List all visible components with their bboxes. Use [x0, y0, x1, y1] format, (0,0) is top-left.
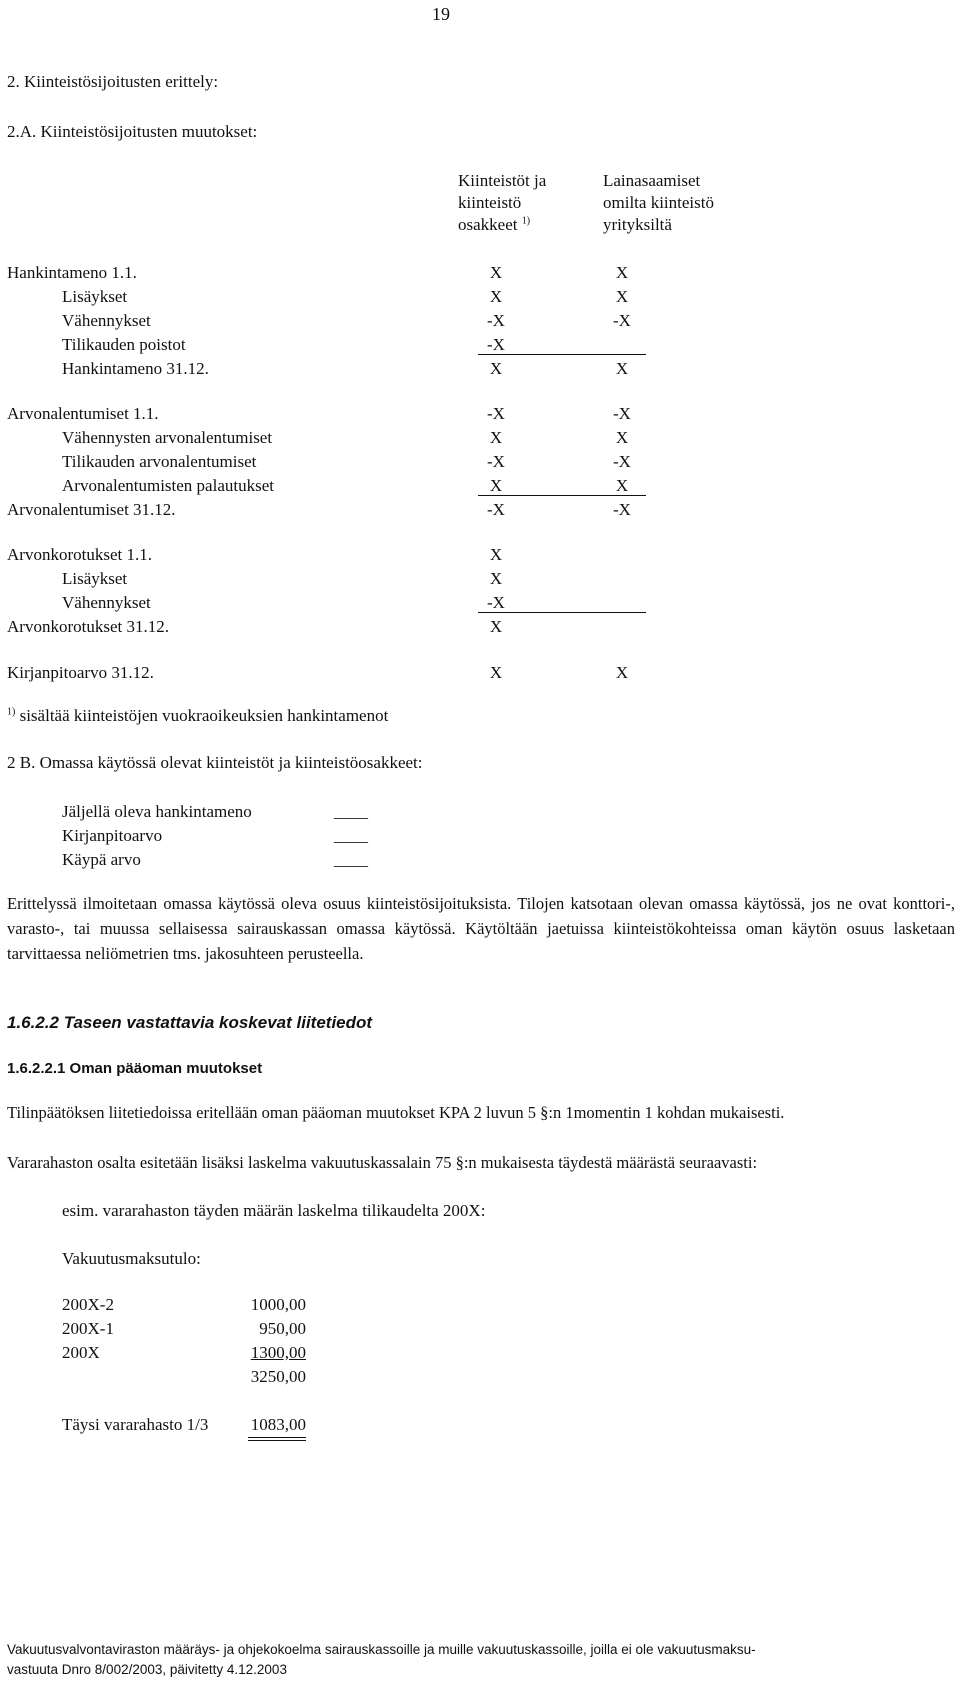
section-heading-16221: 1.6.2.2.1 Oman pääoman muutokset [7, 1060, 263, 1077]
table-row-label: Lisäykset [62, 569, 128, 588]
premium-year: 200X [62, 1343, 100, 1362]
col2-header-line3: yrityksiltä [603, 215, 672, 234]
footnote [7, 707, 388, 724]
table-cell-properties: X [489, 545, 503, 564]
footnote-mark: 1) [7, 706, 16, 718]
premium-value: 950,00 [259, 1319, 306, 1338]
subtotal-rule [478, 495, 646, 496]
table-cell-loans: -X [613, 500, 631, 519]
table-row-label: Arvonkorotukset 31.12. [7, 617, 169, 636]
premium-income-label: Vakuutusmaksutulo: [62, 1249, 201, 1268]
page-number: 19 [432, 4, 450, 24]
table-cell-properties: -X [487, 335, 505, 354]
col1-header-line2: kiinteistö [458, 193, 522, 212]
table-row-label: Hankintameno 31.12. [62, 359, 209, 378]
own-use-label: Kirjanpitoarvo [62, 826, 163, 845]
table-row-label: Lisäykset [62, 287, 128, 306]
table-row-label: Arvonalentumiset 31.12. [7, 500, 176, 519]
full-reserve-underline-2 [248, 1440, 306, 1441]
footer-line-2: vastuuta Dnro 8/002/2003, päivitetty 4.12.2003 [7, 1662, 287, 1677]
table-cell-properties: X [489, 569, 503, 588]
own-use-label: Käypä arvo [62, 850, 141, 869]
paragraph-equity-changes: Tilinpäätöksen liitetiedoissa eritellään oman pääoman muutokset KPA 2 luvun 5 §:n 1momentin 1 kohdan mukaisesti. [7, 1103, 785, 1122]
table-cell-properties: X [489, 617, 503, 636]
table-row-label: Kirjanpitoarvo 31.12. [7, 663, 154, 682]
table-row-label: Tilikauden arvonalentumiset [62, 452, 257, 471]
table-cell-properties: -X [487, 593, 505, 612]
footer-line-1: Vakuutusvalvontaviraston määräys- ja ohjekokoelma sairauskassoille ja muille vakuutuskassoille, joilla ei ole vakuutusmaksu- [7, 1642, 756, 1657]
table-row-label: Hankintameno 1.1. [7, 263, 137, 282]
table-row-label: Vähennysten arvonalentumiset [62, 428, 273, 447]
table-cell-properties: -X [487, 452, 505, 471]
col1-header-line1: Kiinteistöt ja [458, 171, 547, 190]
table-row-label: Arvonalentumisten palautukset [62, 476, 274, 495]
heading-section-2a: 2.A. Kiinteistösijoitusten muutokset: [7, 122, 258, 141]
col2-header-line2: omilta kiinteistö [603, 193, 714, 212]
table-cell-loans: X [615, 476, 629, 495]
premium-value: 1000,00 [250, 1295, 306, 1314]
table-row-label: Arvonalentumiset 1.1. [7, 404, 159, 423]
table-cell-properties: X [489, 359, 503, 378]
table-cell-loans: X [615, 663, 629, 682]
premium-year: 200X-2 [62, 1295, 114, 1314]
table-cell-properties: -X [487, 500, 505, 519]
subtotal-rule [478, 354, 646, 355]
own-use-blank: ____ [334, 802, 368, 821]
own-use-blank: ____ [334, 850, 368, 869]
table-cell-properties: X [489, 428, 503, 447]
table-cell-loans: -X [613, 311, 631, 330]
table-cell-properties: X [489, 287, 503, 306]
footnote-text: sisältää kiinteistöjen vuokraoikeuksien hankintamenot [19, 706, 389, 725]
col1-header-line3: osakkeet [458, 215, 518, 234]
full-reserve-underline-1 [248, 1437, 306, 1438]
premium-value: 1300,00 [250, 1343, 306, 1362]
paragraph-reserve-calculation: Vararahaston osalta esitetään lisäksi laskelma vakuutuskassalain 75 §:n mukaisesta täydestä määrästä seuraavasti: [7, 1153, 758, 1172]
paragraph-own-use-explanation: Erittelyssä ilmoitetaan omassa käytössä oleva osuus kiinteistösijoituksista. Tilojen katsotaan olevan omassa käytössä, jos ne ovat konttori-, varasto-, tai muussa sellaisessa sairauskassan omassa käytössä. Käytöltään jaetuissa kiinteistökohteissa oman käytön osuus lasketaan tarvittaessa neliömetrien tms. jakosuhteen perusteella. [7, 894, 955, 963]
example-title: esim. vararahaston täyden määrän laskelma tilikaudelta 200X: [62, 1201, 486, 1220]
table-row-label: Tilikauden poistot [62, 335, 186, 354]
premium-year: 200X-1 [62, 1319, 114, 1338]
full-reserve-value: 1083,00 [250, 1415, 306, 1434]
table-cell-loans: X [615, 359, 629, 378]
full-reserve-label: Täysi vararahasto 1/3 [62, 1415, 209, 1434]
table-cell-properties: X [489, 263, 503, 282]
own-use-blank: ____ [334, 826, 368, 845]
table-cell-properties: X [489, 663, 503, 682]
premium-total: 3250,00 [250, 1367, 306, 1386]
table-cell-loans: X [615, 287, 629, 306]
table-cell-loans: X [615, 263, 629, 282]
table-cell-properties: -X [487, 311, 505, 330]
own-use-label: Jäljellä oleva hankintameno [62, 802, 252, 821]
table-row-label: Vähennykset [62, 593, 151, 612]
section-heading-1622: 1.6.2.2 Taseen vastattavia koskevat liitetiedot [7, 1013, 373, 1032]
table-cell-loans: X [615, 428, 629, 447]
table-row-label: Arvonkorotukset 1.1. [7, 545, 152, 564]
heading-section-2: 2. Kiinteistösijoitusten erittely: [7, 72, 219, 91]
table-cell-loans: -X [613, 452, 631, 471]
heading-section-2b: 2 B. Omassa käytössä olevat kiinteistöt ja kiinteistöosakkeet: [7, 753, 423, 772]
table-cell-properties: -X [487, 404, 505, 423]
col2-header-line1: Lainasaamiset [603, 171, 701, 190]
table-cell-loans: -X [613, 404, 631, 423]
subtotal-rule [478, 612, 646, 613]
table-row-label: Vähennykset [62, 311, 151, 330]
table-cell-properties: X [489, 476, 503, 495]
col1-header-footnote-mark: 1) [521, 215, 531, 227]
